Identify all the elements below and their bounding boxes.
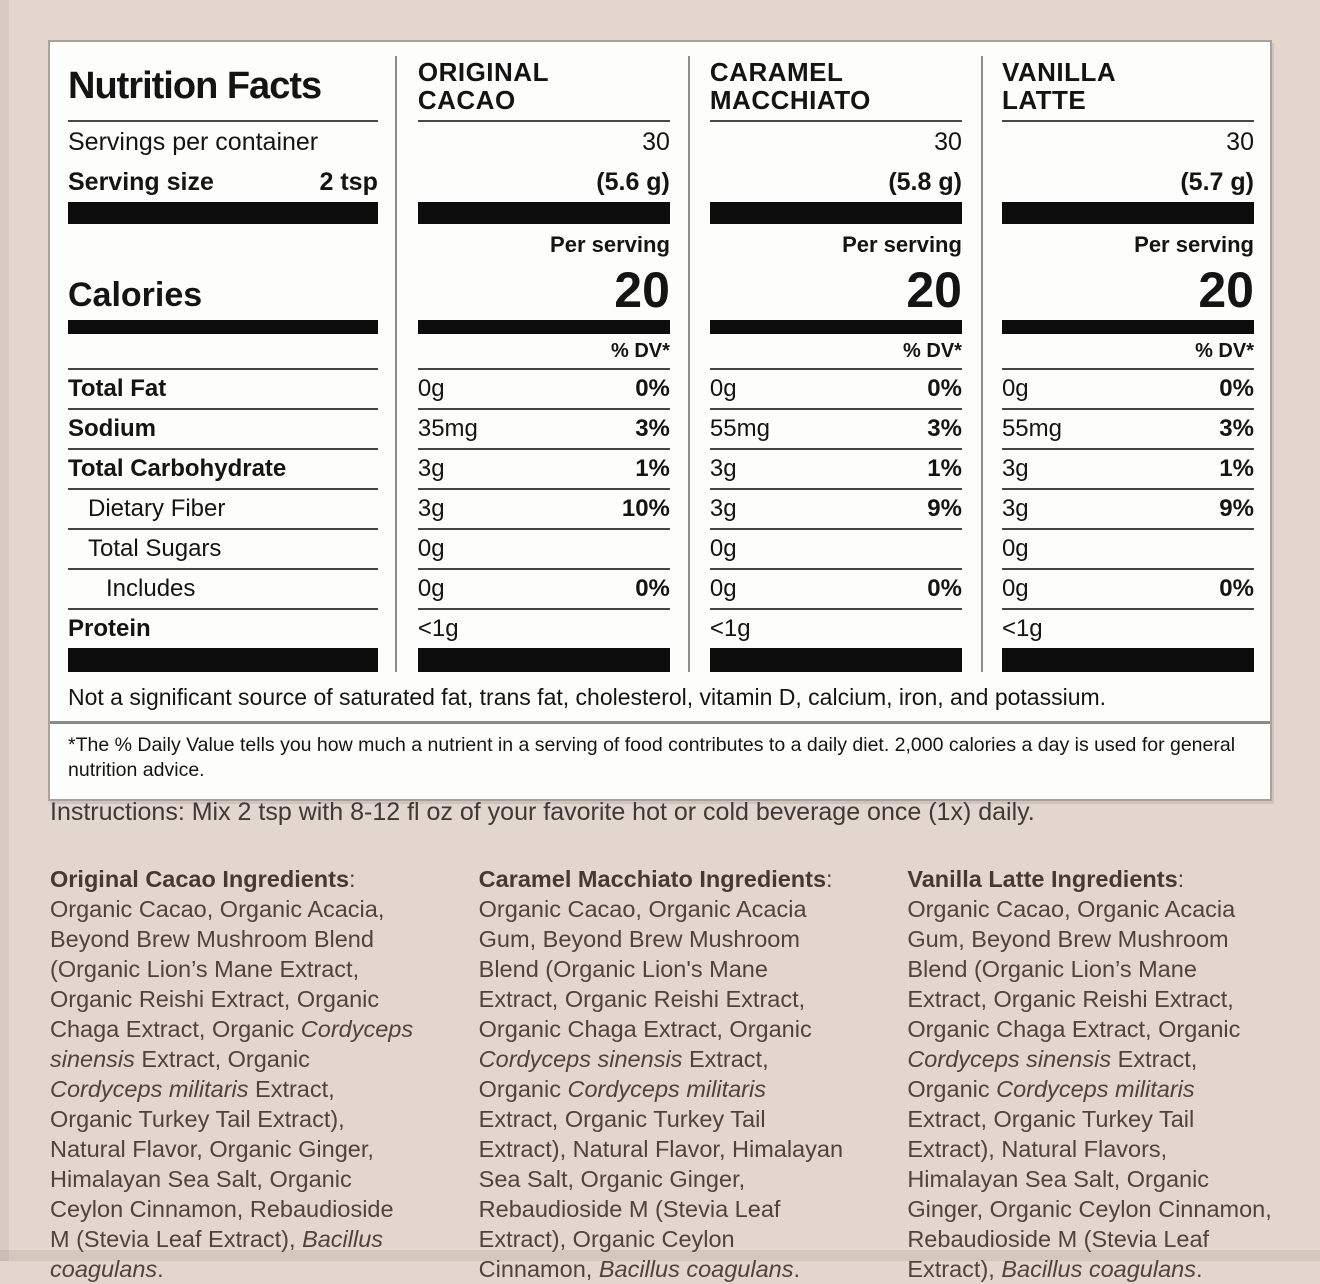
column-caramel-macchiato — [686, 58, 978, 672]
nutrition-columns — [50, 42, 1270, 672]
daily-value: 0% — [927, 375, 962, 402]
amount: 3g — [417, 455, 445, 482]
product-name — [1002, 58, 1116, 114]
daily-value-footnote: *The % Daily Value tells you how much a nutrient in a serving of food contributes to a daily diet. 2,000 calories a day is used for general nutrition advice. — [68, 734, 1236, 781]
product-name-line2: LATTE — [1001, 85, 1087, 115]
daily-value: 10% — [621, 495, 670, 522]
spacer — [68, 224, 378, 260]
daily-value: 9% — [1219, 495, 1254, 522]
servings-value: 30 — [934, 127, 962, 156]
amount: 3g — [417, 495, 445, 522]
column-vanilla-latte — [978, 58, 1270, 672]
calories-value: 20 — [1198, 262, 1254, 318]
daily-value: 0% — [635, 375, 670, 402]
amount: 0g — [1001, 575, 1029, 602]
thick-bar — [418, 648, 670, 672]
amount: 3g — [709, 495, 737, 522]
column-divider — [981, 56, 983, 672]
dv-header: % DV* — [903, 339, 962, 362]
thick-bar — [418, 320, 670, 334]
value-row — [1002, 568, 1254, 608]
nutrient-label: Total Sugars — [88, 535, 222, 562]
thick-bar — [68, 648, 378, 672]
calories-value: 20 — [906, 262, 962, 318]
per-serving-label: Per serving — [842, 232, 962, 257]
serving-size-grams: (5.7 g) — [1180, 167, 1254, 196]
amount: 0g — [417, 375, 445, 402]
value-row — [710, 408, 962, 448]
daily-value: 0% — [1219, 575, 1254, 602]
thick-bar — [68, 202, 378, 224]
daily-value: 3% — [1219, 415, 1254, 442]
serving-size-grams: (5.8 g) — [888, 167, 962, 196]
dv-header: % DV* — [610, 339, 670, 362]
ingredients-vanilla-latte: Vanilla Latte Ingredients: Organic Cacao, Organic Acacia Gum, Beyond Brew Mushroom Blend (Organic Lion’s Mane Extract, Organic Reishi Extract, Organic Chaga Extract, Organic Cordyceps sinensis Extract, Organic Cordyceps militaris Extract, Organic Turkey Tail Extract), Natural Flavors, Himalayan Sea Salt, Organic Ginger, Organic Ceylon Cinnamon, Rebaudioside M (Stevia Leaf Extract), Bacillus coagulans. — [907, 866, 1272, 1282]
nutrient-row — [68, 608, 378, 648]
nutrition-facts-title: Nutrition Facts — [68, 65, 322, 107]
thick-bar — [710, 648, 962, 672]
instructions-text: Instructions: Mix 2 tsp with 8-12 fl oz of your favorite hot or cold beverage once (1x) daily. — [50, 798, 1035, 826]
nutrient-label: Total Fat — [68, 375, 167, 402]
daily-value: 3% — [927, 415, 962, 442]
not-significant-source-note: Not a significant source of saturated fat, trans fat, cholesterol, vitamin D, calcium, iron, and potassium. — [68, 684, 1107, 710]
value-row — [710, 488, 962, 528]
servings-value: 30 — [1226, 127, 1254, 156]
thick-bar — [710, 320, 962, 334]
amount: 0g — [1001, 375, 1029, 402]
thick-bar — [1002, 320, 1254, 334]
value-row — [418, 528, 670, 568]
product-name-line1: VANILLA — [1001, 57, 1117, 87]
amount: 0g — [417, 535, 445, 562]
nutrient-label: Dietary Fiber — [88, 495, 226, 522]
per-serving-label: Per serving — [1134, 232, 1254, 257]
product-name — [710, 58, 871, 114]
thick-bar — [68, 320, 378, 334]
product-name — [418, 58, 549, 114]
ingredients-caramel-macchiato: Caramel Macchiato Ingredients: Organic Cacao, Organic Acacia Gum, Beyond Brew Mushroom Blend (Organic Lion's Mane Extract, Organic Reishi Extract, Organic Chaga Extract, Organic Cordyceps sinensis Extract, Organic Cordyceps militaris Extract, Organic Turkey Tail Extract), Natural Flavor, Himalayan Sea Salt, Organic Ginger, Rebaudioside M (Stevia Leaf Extract), Organic Ceylon Cinnamon, Bacillus coagulans. — [478, 866, 844, 1282]
daily-value: 1% — [927, 455, 962, 482]
value-row — [1002, 368, 1254, 408]
product-name-line1: CARAMEL — [709, 57, 844, 87]
product-name-line2: CACAO — [417, 85, 516, 115]
amount: 0g — [709, 375, 737, 402]
ingredients-original-cacao: Original Cacao Ingredients: Organic Cacao, Organic Acacia, Beyond Brew Mushroom Blend (Organic Lion’s Mane Extract, Organic Reishi Extract, Organic Chaga Extract, Organic Cordyceps sinensis Extract, Organic Cordyceps militaris Extract, Organic Turkey Tail Extract), Natural Flavor, Organic Ginger, Himalayan Sea Salt, Organic Ceylon Cinnamon, Rebaudioside M (Stevia Leaf Extract), Bacillus coagulans. — [50, 866, 414, 1282]
value-row — [1002, 528, 1254, 568]
value-row — [1002, 448, 1254, 488]
value-row — [418, 368, 670, 408]
nutrient-label: Sodium — [68, 415, 156, 442]
amount: 0g — [709, 535, 737, 562]
amount: 3g — [709, 455, 737, 482]
amount: 55mg — [709, 415, 770, 442]
value-row — [1002, 608, 1254, 648]
nutrition-facts-panel — [48, 40, 1272, 801]
daily-value: 3% — [635, 415, 670, 442]
serving-size-value: 2 tsp — [319, 167, 378, 196]
value-row — [418, 608, 670, 648]
value-row — [418, 488, 670, 528]
value-row — [1002, 408, 1254, 448]
column-divider — [395, 56, 397, 672]
amount: 0g — [1001, 535, 1029, 562]
servings-per-container-label: Servings per container — [68, 127, 319, 156]
column-divider — [688, 56, 690, 672]
per-serving-label: Per serving — [550, 232, 670, 257]
amount: 3g — [1001, 495, 1029, 522]
value-row — [710, 568, 962, 608]
nutrient-row — [68, 488, 378, 528]
value-row — [418, 408, 670, 448]
thick-bar — [418, 202, 670, 224]
nutrient-label: Includes — [106, 575, 196, 602]
daily-value: 1% — [1219, 455, 1254, 482]
amount: 3g — [1001, 455, 1029, 482]
amount: 35mg — [417, 415, 478, 442]
serving-size-row — [68, 162, 378, 202]
value-row — [418, 448, 670, 488]
thick-bar — [1002, 202, 1254, 224]
serving-size-grams: (5.6 g) — [596, 167, 670, 196]
nutrient-label: Total Carbohydrate — [68, 455, 287, 482]
daily-value: 9% — [927, 495, 962, 522]
value-row — [710, 448, 962, 488]
value-row — [418, 568, 670, 608]
daily-value: 0% — [635, 575, 670, 602]
calories-label: Calories — [68, 275, 203, 314]
nutrient-row — [68, 368, 378, 408]
daily-value: 0% — [1219, 375, 1254, 402]
amount: <1g — [709, 615, 751, 642]
spacer — [68, 334, 378, 368]
nutrient-row — [68, 448, 378, 488]
amount: 55mg — [1001, 415, 1062, 442]
nutrient-row — [68, 528, 378, 568]
serving-size-label: Serving size — [68, 167, 214, 196]
thick-bar — [710, 202, 962, 224]
calories-value: 20 — [614, 262, 670, 318]
ingredients-section — [50, 864, 1272, 1284]
value-row — [710, 528, 962, 568]
product-name-line1: ORIGINAL — [417, 57, 549, 87]
value-row — [710, 608, 962, 648]
column-original-cacao — [394, 58, 686, 672]
photo-edge-left — [0, 0, 9, 1261]
amount: 0g — [709, 575, 737, 602]
label-column — [50, 58, 394, 672]
product-name-line2: MACCHIATO — [709, 85, 871, 115]
nutrient-row — [68, 408, 378, 448]
value-row — [1002, 488, 1254, 528]
dv-header: % DV* — [1195, 339, 1254, 362]
amount: <1g — [1001, 615, 1043, 642]
daily-value: 0% — [927, 575, 962, 602]
thick-bar — [1002, 648, 1254, 672]
amount: 0g — [417, 575, 445, 602]
nutrient-label: Protein — [68, 615, 151, 642]
servings-value: 30 — [642, 127, 670, 156]
daily-value: 1% — [635, 455, 670, 482]
amount: <1g — [417, 615, 459, 642]
nutrient-row — [68, 568, 378, 608]
value-row — [710, 368, 962, 408]
